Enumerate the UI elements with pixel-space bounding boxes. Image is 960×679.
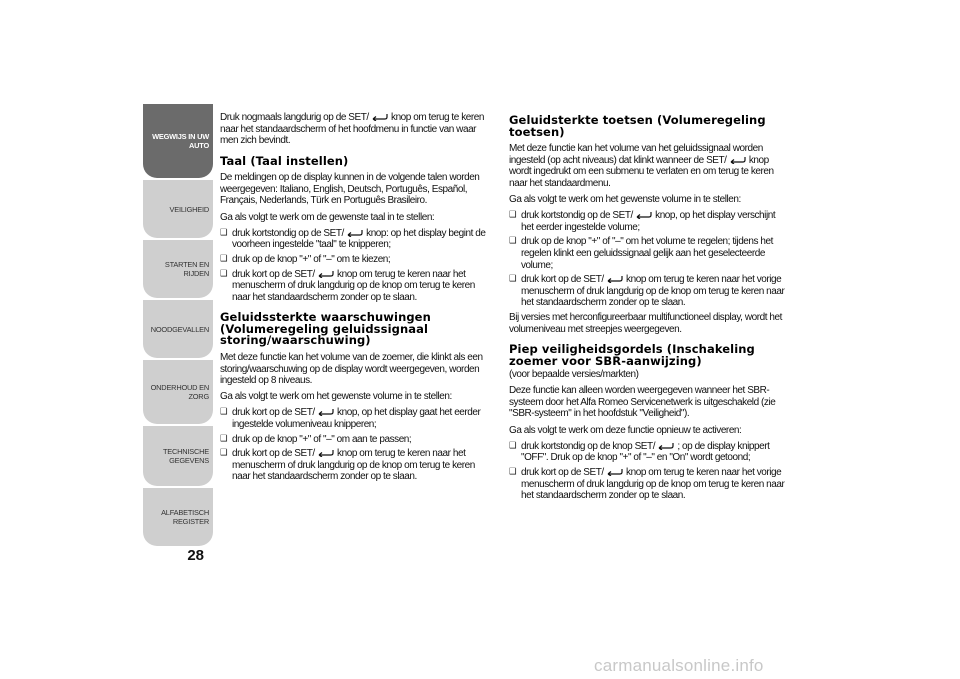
return-arrow-icon [316,270,334,278]
left-column [220,112,488,486]
sbr-paragraph-1: Deze functie kan alleen worden weergegeven wanneer het SBR-systeem door het Alfa Romeo Servicenetwerk is uitgeschakeld (zie "SBR-systeem" in het hoofdstuk "Veiligheid"). [509,385,776,420]
return-arrow-icon [728,156,746,164]
toetsen-paragraph-2: Ga als volgt te werk om het gewenste volume in te stellen: [509,193,741,205]
return-arrow-icon [634,211,652,219]
taal-step-2: ❑ druk op de knop "+" of "–" om te kiezen; [220,254,488,266]
tab-starten-en-rijden[interactable]: STARTEN EN RIJDEN [143,240,213,298]
sbr-step-2: ❑ druk kort op de SET/ knop om terug te keren naar het vorige menuscherm of druk langdurig op de knop om terug te keren naar het standaardscherm zonder op te slaan. [509,467,786,502]
tab-noodgevallen[interactable]: NOODGEVALLEN [143,300,213,358]
storing-step-3: ❑ druk kort op de SET/ knop om terug te keren naar het menuscherm of druk langdurig op de knop om terug te keren naar het standaardscherm zonder op te slaan. [220,448,488,483]
return-arrow-icon [605,275,623,283]
right-column [509,112,786,505]
sbr-subnote: (voor bepaalde versies/markten) [509,369,639,381]
taal-paragraph-2: Ga als volgt te werk om de gewenste taal in te stellen: [220,211,435,223]
return-arrow-icon [345,229,363,237]
toetsen-step-3: ❑ druk kort op de SET/ knop om terug te keren naar het vorige menuscherm of druk langdurig op de knop om terug te keren naar het standaardscherm zonder op te slaan. [509,274,786,309]
sbr-step-1: ❑ druk kortstondig op de knop SET/ ; op de display knippert "OFF". Druk op de knop "+" of "–" en "On" wordt getoond; [509,441,786,464]
heading-geluidsterkte-toetsen: Geluidsterkte toetsen (Volumeregeling toetsen) [509,113,766,139]
toetsen-paragraph-1: Met deze functie kan het volume van het geluidssignaal worden ingesteld (op acht niveaus) dat klinkt wanneer de SET/ knop wordt ingedrukt om een submenu te verlaten en om terug te keren naar het standaardmenu. [509,143,774,189]
toetsen-step-2: ❑ druk op de knop "+" of "–" om het volume te regelen; tijdens het regelen klinkt een geluidssignaal gelijk aan het geselecteerde volume; [509,236,786,271]
heading-piep-veiligheidsgordels: Piep veiligheidsgordels (Inschakeling zoemer voor SBR-aanwijzing) [509,342,755,368]
taal-paragraph-1: De meldingen op de display kunnen in de volgende talen worden weergegeven: Italiano, English, Deutsch, Português, Español, Français, Nederlands, Türk en Português Brasileiro. [220,172,480,207]
storing-step-1: ❑ druk kort op de SET/ knop, op het display gaat het eerder ingestelde volumeniveau knipperen; [220,407,488,430]
storing-paragraph-2: Ga als volgt te werk om het gewenste volume in te stellen: [220,391,452,403]
return-arrow-icon [316,408,334,416]
return-arrow-icon [656,442,674,450]
page-number: 28 [187,547,204,564]
storing-step-2: ❑ druk op de knop "+" of "–" om aan te passen; [220,434,488,446]
toetsen-step-1: ❑ druk kortstondig op de SET/ knop, op het display verschijnt het eerder ingestelde volume; [509,210,786,233]
tab-alfabetisch-register[interactable]: ALFABETISCH REGISTER [143,488,213,546]
heading-taal: Taal (Taal instellen) [220,153,349,168]
tab-technische-gegevens[interactable]: TECHNISCHE GEGEVENS [143,426,213,486]
taal-step-3: ❑ druk kort op de SET/ knop om terug te keren naar het menuscherm of druk langdurig op de knop om terug te keren naar het standaardscherm zonder op te slaan. [220,269,488,304]
intro-paragraph: Druk nogmaals langdurig op de SET/ knop om terug te keren naar het standaardscherm of het hoofdmenu in functie van waar men zich bevindt. [220,112,484,147]
taal-step-1: ❑ druk kortstondig op de SET/ knop: op het display begint de voorheen ingestelde "taal" te knipperen; [220,228,488,251]
sbr-paragraph-2: Ga als volgt te werk om deze functie opnieuw te activeren: [509,424,742,436]
storing-paragraph-1: Met deze functie kan het volume van de zoemer, die klinkt als een storing/waarschuwing op de display wordt weergegeven, worden ingesteld op 8 niveaus. [220,351,483,387]
tab-wegwijs[interactable]: WEGWIJS IN UW AUTO [143,104,213,178]
tab-veiligheid[interactable]: VEILIGHEID [143,180,213,238]
return-arrow-icon [370,113,388,121]
heading-geluidssterkte-waarschuwingen: Geluidssterkte waarschuwingen (Volumeregeling geluidssignaal storing/waarschuwing) [220,310,431,348]
return-arrow-icon [316,449,334,457]
tab-onderhoud-en-zorg[interactable]: ONDERHOUD EN ZORG [143,360,213,424]
watermark: carmanualsonline.info [594,656,764,675]
return-arrow-icon [605,468,623,476]
toetsen-paragraph-3: Bij versies met herconfigureerbaar multifunctioneel display, wordt het volumeniveau met streepjes weergegeven. [509,311,782,335]
